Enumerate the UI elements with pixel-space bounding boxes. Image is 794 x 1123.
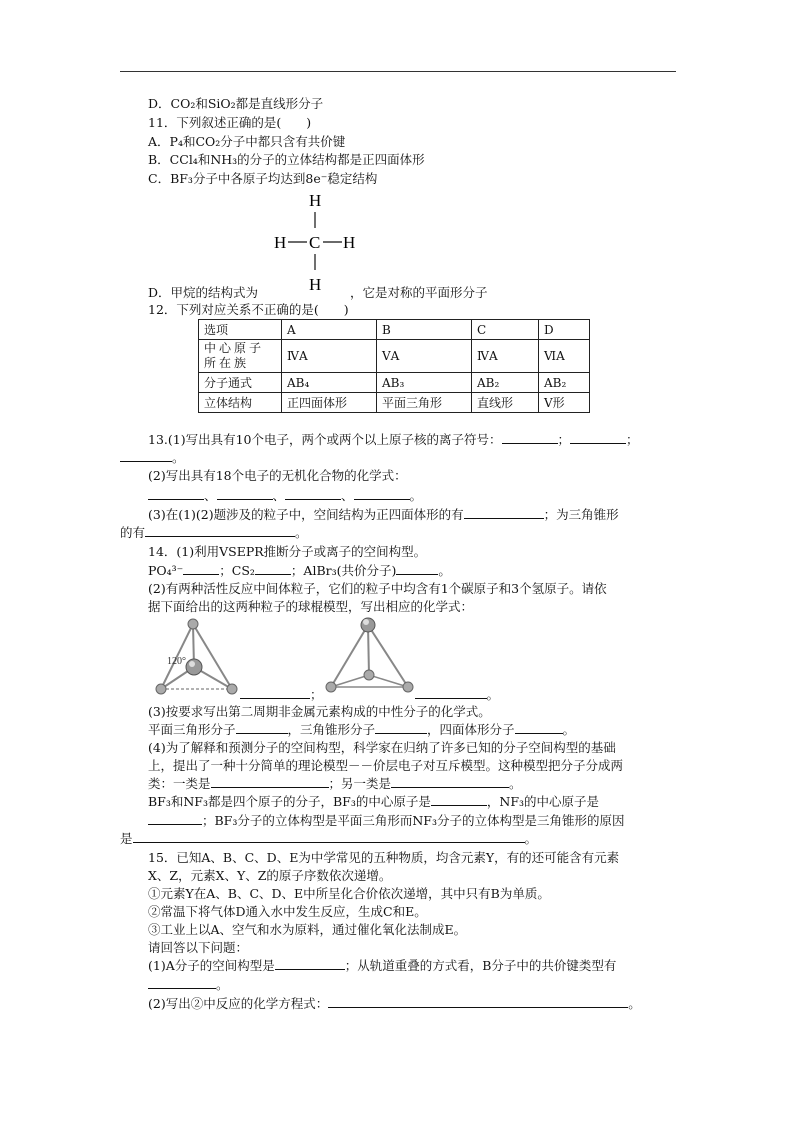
period: 。 (486, 687, 500, 702)
table-header-cell: B (377, 320, 472, 340)
q13-line1 (148, 431, 639, 449)
q11-option-c: C．BF₃分子中各原子均达到8e⁻稳定结构 (148, 171, 378, 186)
header-rule (120, 71, 676, 72)
answer-blank[interactable] (396, 562, 438, 575)
reason-prompt: ；BF₃分子的立体构型是平面三角形而NF₃分子的立体构型是三角锥形的原因 (202, 813, 625, 828)
answer-blank[interactable] (148, 976, 216, 989)
reason-prefix: 是 (120, 831, 133, 846)
table-cell: 直线形 (472, 393, 539, 413)
q13-part2-prompt: (2)写出具有18个电子的无机化合物的化学式： (148, 468, 407, 483)
table-cell: AB₃ (377, 373, 472, 393)
answer-blank[interactable] (391, 775, 509, 788)
period: 。 (438, 563, 451, 578)
answer-blank[interactable] (148, 812, 202, 825)
q12-table (198, 319, 590, 413)
table-row (199, 340, 590, 373)
table-cell: 正四面体形 (282, 393, 377, 413)
q13-part3-cont (120, 524, 308, 542)
q14-part2-prompt-b: 据下面给出的这两种粒子的球棍模型，写出相应的化学式： (148, 599, 474, 614)
period: 。 (409, 488, 423, 503)
q13-part3 (148, 506, 619, 524)
q14-cs2: ；CS₂ (219, 563, 255, 578)
q10-option-d: D．CO₂和SiO₂都是直线形分子 (148, 96, 324, 111)
answer-blank[interactable] (464, 506, 544, 519)
answer-blank[interactable] (133, 830, 525, 843)
answer-blank[interactable] (502, 431, 558, 444)
period: 。 (295, 525, 308, 540)
q14-part4-line3 (148, 775, 522, 793)
q14-part3-blanks (148, 721, 575, 739)
answer-blank[interactable] (240, 686, 310, 699)
table-header-cell: D (539, 320, 590, 340)
table-cell: ⅥA (539, 340, 590, 373)
q11-stem: 11．下列叙述正确的是( ) (148, 115, 312, 130)
separator: 、 (272, 488, 286, 503)
ball-stick-model-planar (150, 615, 245, 697)
answer-blank[interactable] (217, 487, 273, 500)
type-two-label: ；另一类是 (328, 776, 392, 791)
answer-blank[interactable] (415, 686, 487, 699)
table-header-cell: C (472, 320, 539, 340)
table-cell: AB₂ (539, 373, 590, 393)
q13-part3-prompt: (3)在(1)(2)题涉及的粒子中，空间结构为正四面体形的有 (148, 507, 464, 522)
methane-h-left: H (274, 233, 287, 252)
methane-h-top: H (309, 191, 322, 210)
q15-part1-prompt-b: ；从轨道重叠的方式看，B分子中的共价键类型有 (344, 958, 617, 973)
answer-blank[interactable] (328, 995, 628, 1008)
table-cell: ⅣA (472, 340, 539, 373)
q14-part4-line5 (148, 812, 625, 830)
q15-part1 (148, 957, 616, 975)
q14-part4-line2: 上，提出了一种十分简单的理论模型－－价层电子对互斥模型。这种模型把分子分成两 (148, 758, 624, 773)
q14-po4: PO₄³⁻ (148, 563, 184, 578)
q13-part3-prompt-b: ；为三角锥形 (543, 507, 619, 522)
q13-part1-prompt: 13.(1)写出具有10个电子，两个或两个以上原子核的离子符号： (148, 432, 502, 447)
separator: ； (310, 687, 323, 702)
q13-part2-blanks (148, 487, 422, 505)
period: 。 (216, 977, 229, 992)
answer-blank[interactable] (148, 487, 204, 500)
answer-blank[interactable] (285, 487, 341, 500)
period: 。 (172, 450, 185, 465)
table-cell: 分子通式 (199, 373, 282, 393)
answer-blank[interactable] (236, 721, 288, 734)
q14-albr3: ；AlBr₃(共价分子) (290, 563, 397, 578)
q15-part1-cont (148, 976, 229, 994)
bond-angle-label: 120° (167, 656, 186, 667)
ball-stick-model-pyramidal (318, 613, 422, 697)
methane-c: C (309, 233, 321, 252)
table-row (199, 320, 590, 340)
q14-part4-line6 (120, 830, 537, 848)
table-cell: ⅤA (377, 340, 472, 373)
table-cell: AB₄ (282, 373, 377, 393)
separator: ； (557, 432, 571, 447)
q14-part4-line4 (148, 793, 599, 811)
period: 。 (509, 776, 522, 791)
q14-part3-prompt: (3)按要求写出第二周期非金属元素构成的中性分子的化学式。 (148, 704, 491, 719)
separator: ； (626, 432, 639, 447)
answer-blank[interactable] (275, 957, 345, 970)
q14-part4-line1: (4)为了解释和预测分子的空间构型，科学家在归纳了许多已知的分子空间构型的基础 (148, 740, 616, 755)
q15-condition1: ①元素Y在A、B、C、D、E中所呈化合价依次递增，其中只有B为单质。 (148, 886, 550, 901)
q12-stem: 12．下列对应关系不正确的是( ) (148, 302, 349, 317)
table-cell: 中心原子所在族 (199, 340, 282, 373)
period: 。 (524, 831, 538, 846)
answer-blank[interactable] (515, 721, 563, 734)
nf3-center-label: ，NF₃的中心原子是 (486, 794, 599, 809)
q14-part2-prompt-a: (2)有两种活性反应中间体粒子，它们的粒子中均含有1个碳原子和3个氢原子。请依 (148, 581, 607, 596)
q14-part1-blanks (148, 562, 451, 580)
table-cell: 平面三角形 (377, 393, 472, 413)
q13-part3-prompt-c: 的有 (120, 525, 146, 540)
table-cell: AB₂ (472, 373, 539, 393)
type-one-label: 类：一类是 (148, 776, 211, 791)
answer-blank[interactable] (145, 524, 295, 537)
q15-part2 (148, 995, 641, 1013)
q15-condition3: ③工业上以A、空气和水为原料，通过催化氧化法制成E。 (148, 922, 467, 937)
q15-part1-prompt: (1)A分子的空间构型是 (148, 958, 275, 973)
table-cell: ⅣA (282, 340, 377, 373)
table-cell: 立体结构 (199, 393, 282, 413)
period: 。 (562, 722, 576, 737)
separator: 、 (341, 488, 354, 503)
q11-option-a: A．P₄和CO₂分子中都只含有共价键 (148, 134, 346, 149)
separator: 、 (204, 488, 217, 503)
methane-h-right: H (343, 233, 356, 252)
answer-blank[interactable] (570, 431, 626, 444)
bf3-center-label: BF₃和NF₃都是四个原子的分子，BF₃的中心原子是 (148, 794, 431, 809)
answer-blank[interactable] (375, 721, 427, 734)
answer-blank[interactable] (183, 562, 219, 575)
q15-instruction: 请回答以下问题： (148, 940, 249, 955)
q14-part2-blanks (240, 686, 499, 704)
answer-blank[interactable] (120, 449, 172, 462)
q11-option-d-post: ，它是对称的平面形分子 (350, 285, 488, 300)
table-cell: V形 (539, 393, 590, 413)
methane-structural-formula (268, 188, 364, 296)
answer-blank[interactable] (255, 562, 291, 575)
q15-condition2: ②常温下将气体D通入水中发生反应，生成C和E。 (148, 904, 427, 919)
tetrahedral-label: ，四面体形分子 (427, 722, 515, 737)
q14-part1-prompt: 14．(1)利用VSEPR推断分子或离子的空间构型。 (148, 544, 427, 559)
planar-label: 平面三角形分子 (148, 722, 236, 737)
period: 。 (628, 996, 641, 1011)
q15-line1: 15．已知A、B、C、D、E为中学常见的五种物质，均含元素Y，有的还可能含有元素 (148, 850, 620, 865)
q11-option-d (148, 284, 488, 302)
answer-blank[interactable] (211, 775, 329, 788)
table-header-cell: 选项 (199, 320, 282, 340)
answer-blank[interactable] (431, 793, 487, 806)
table-row (199, 393, 590, 413)
q13-line1-cont (120, 449, 185, 467)
answer-blank[interactable] (354, 487, 410, 500)
table-row (199, 373, 590, 393)
methane-h-bottom: H (309, 275, 322, 294)
q11-option-d-pre: D．甲烷的结构式为 (148, 285, 259, 300)
q15-part2-prompt: (2)写出②中反应的化学方程式： (148, 996, 329, 1011)
q11-option-b: B．CCl₄和NH₃的分子的立体结构都是正四面体形 (148, 152, 425, 167)
q15-line2: X、Z，元素X、Y、Z的原子序数依次递增。 (148, 868, 392, 883)
table-header-cell: A (282, 320, 377, 340)
pyramidal-label: ，三角锥形分子 (287, 722, 376, 737)
